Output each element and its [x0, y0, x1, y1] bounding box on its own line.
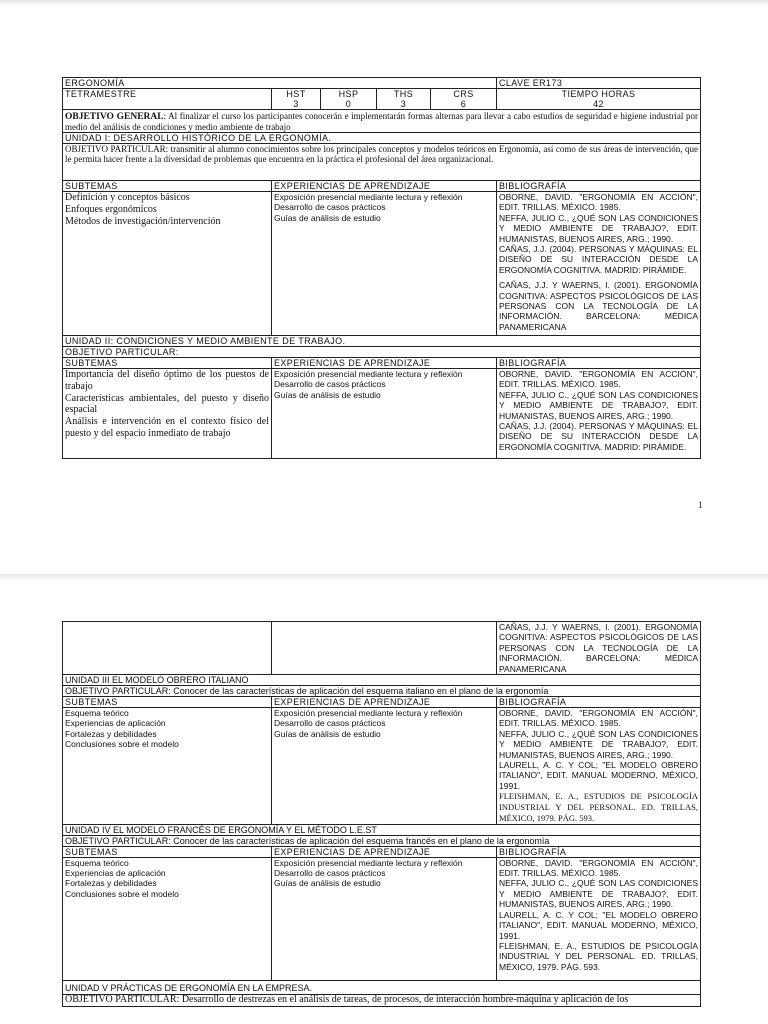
unit-4-subtemas: Esquema teórico Experiencias de aplicación Fortalezas y debilidades Conclusiones sobre el modelo: [63, 857, 272, 980]
page-number: 1: [698, 500, 703, 510]
col-header-bibliografia: BIBLIOGRAFÍA: [497, 697, 701, 708]
unit-1-experiencias: Exposición presencial mediante lectura y reflexión Desarrollo de casos prácticos Guías de análisis de estudio: [272, 192, 497, 336]
unit-2-bibliografia: OBORNE, DAVID. "ERGONOMÍA EN ACCIÓN", EDIT. TRILLAS. MÉXICO. 1985. NEFFA, JULIO C., ¿QUÉ SON LAS CONDICIONES Y MEDIO AMBIENTE DE TRABAJO?, EDIT. HUMANISTAS, BUENOS AIRES, ARG.; 1990. CAÑAS, J.J. (2004). PERSONAS Y MÁQUINAS: EL DISEÑO DE SU INTERACCIÓN DESDE LA ERGONOMÍA COGNITIVA. MADRID: PIRÁMIDE.: [497, 369, 701, 459]
unit-1-subtemas: Definición y conceptos básicos Enfoques ergonómicos Métodos de investigación/intervención: [63, 192, 272, 336]
unit-5-objective: OBJETIVO PARTICULAR: Desarrollo de destrezas en el análisis de tareas, de procesos, de interacción hombre-máquina y aplicación de los: [63, 994, 701, 1006]
unit-1-objective: OBJETIVO PARTICULAR: transmitir al alumno conocimientos sobre los principales conceptos y modelos teóricos en Ergonomía, así como de sus áreas de intervención, que le permita hacer frente a la diversidad de problemas que encuentra en la práctica el profesional del área organizacional.: [63, 144, 701, 181]
col-header-subtemas: SUBTEMAS: [63, 358, 272, 369]
col-header-bibliografia: BIBLIOGRAFÍA: [497, 181, 701, 192]
col-header-subtemas: SUBTEMAS: [63, 846, 272, 857]
hsp-cell: HSP 0: [321, 89, 377, 110]
unit-1-bibliografia: OBORNE, DAVID. "ERGONOMÍA EN ACCIÓN", EDIT. TRILLAS. MÉXICO. 1985. NEFFA, JULIO C., ¿QUÉ SON LAS CONDICIONES Y MEDIO AMBIENTE DE TRABAJO?, EDIT. HUMANISTAS, BUENOS AIRES, ARG.; 1990. CAÑAS, J.J. (2004). PERSONAS Y MÁQUINAS: EL DISEÑO DE SU INTERACCIÓN DESDE LA ERGONOMÍA COGNITIVA. MADRID: PIRÁMIDE. CAÑAS, J.J. Y WAERNS, I. (2001). ERGONOMÍA COGNITIVA: ASPECTOS PSICOLÓGICOS DE LAS PERSONAS CON LA TECNOLOGÍA DE LA INFORMACIÓN. BARCELONA: MÉDICA PANAMERICANA: [497, 192, 701, 336]
syllabus-table-page-2: [62, 621, 701, 1007]
unit-3-bibliografia: OBORNE, DAVID. "ERGONOMÍA EN ACCIÓN", EDIT. TRILLAS. MÉXICO. 1985. NEFFA, JULIO C., ¿QUÉ SON LAS CONDICIONES Y MEDIO AMBIENTE DE TRABAJO?, EDIT. HUMANISTAS, BUENOS AIRES, ARG.; 1990. LAURELL, A. C. Y COL; "EL MODELO OBRERO ITALIANO", EDIT. MANUAL MODERNO, MÉXICO, 1991. FLEISHMAN, E. A., ESTUDIOS DE PSICOLOGÍA INDUSTRIAL Y DEL PERSONAL. ED. TRILLAS, MÉXICO, 1979. PÁG. 593.: [497, 708, 701, 825]
col-header-experiencias: EXPERIENCIAS DE APRENDIZAJE: [272, 358, 497, 369]
unit-2-title: UNIDAD II: CONDICIONES Y MEDIO AMBIENTE DE TRABAJO.: [63, 336, 701, 347]
course-name: ERGONOMÍA: [63, 78, 497, 89]
crs-cell: CRS 6: [431, 89, 497, 110]
col-header-subtemas: SUBTEMAS: [63, 697, 272, 708]
unit-4-title: UNIDAD IV EL MODELO FRANCÉS DE ERGONOMÍA Y EL MÉTODO L.E.ST: [63, 824, 701, 835]
unit-4-objective: OBJETIVO PARTICULAR: Conocer de las características de aplicación del esquema francés en el plano de la ergonomía: [63, 835, 701, 846]
carryover-experiencias: [272, 622, 497, 675]
carryover-subtemas: [63, 622, 272, 675]
col-header-experiencias: EXPERIENCIAS DE APRENDIZAJE: [272, 697, 497, 708]
course-key: CLAVE ER173: [497, 78, 701, 89]
unit-3-experiencias: Exposición presencial mediante lectura y reflexión Desarrollo de casos prácticos Guías de análisis de estudio: [272, 708, 497, 825]
ths-cell: THS 3: [377, 89, 431, 110]
unit-3-objective: OBJETIVO PARTICULAR: Conocer de las características de aplicación del esquema italiano en el plano de la ergonomía: [63, 686, 701, 697]
col-header-experiencias: EXPERIENCIAS DE APRENDIZAJE: [272, 846, 497, 857]
unit-3-subtemas: Esquema teórico Experiencias de aplicación Fortalezas y debilidades Conclusiones sobre el modelo: [63, 708, 272, 825]
page-top-edge: [0, 0, 768, 6]
unit-4-bibliografia: OBORNE, DAVID. "ERGONOMÍA EN ACCIÓN", EDIT. TRILLAS. MÉXICO. 1985. NEFFA, JULIO C., ¿QUÉ SON LAS CONDICIONES Y MEDIO AMBIENTE DE TRABAJO?, EDIT. HUMANISTAS, BUENOS AIRES, ARG.; 1990. LAURELL, A. C. Y COL; "EL MODELO OBRERO ITALIANO", EDIT. MANUAL MODERNO, MÉXICO, 1991. FLEISHMAN, E. A., ESTUDIOS DE PSICOLOGÍA INDUSTRIAL Y DEL PERSONAL. ED. TRILLAS, MÉXICO, 1979. PÁG. 593.: [497, 857, 701, 980]
tiempo-horas-cell: TIEMPO HORAS 42: [497, 89, 701, 110]
col-header-subtemas: SUBTEMAS: [63, 181, 272, 192]
syllabus-table-page-1: [62, 77, 701, 459]
unit-2-objective: OBJETIVO PARTICULAR:: [63, 347, 701, 358]
unit-4-experiencias: Exposición presencial mediante lectura y reflexión Desarrollo de casos prácticos Guías de análisis de estudio: [272, 857, 497, 980]
unit-3-title: UNIDAD III EL MODELO OBRERO ITALIANO: [63, 675, 701, 686]
col-header-experiencias: EXPERIENCIAS DE APRENDIZAJE: [272, 181, 497, 192]
unit-1-title: UNIDAD I: DESARROLLO HISTÓRICO DE LA ERGONOMÍA.: [63, 133, 701, 144]
col-header-bibliografia: BIBLIOGRAFÍA: [497, 846, 701, 857]
unit-5-title: UNIDAD V PRÁCTICAS DE ERGONOMÍA EN LA EMPRESA.: [63, 980, 701, 994]
unit-2-subtemas: Importancia del diseño óptimo de los puestos de trabajo Características ambientales, del puesto y diseño espacial Análisis e intervención en el contexto físico del puesto y del espacio inmediato de trabajo: [63, 369, 272, 459]
objetivo-general: OBJETIVO GENERAL: Al finalizar el curso los participantes conocerán e implementarán formas alternas para llevar a cabo estudios de seguridad e higiene industrial por medio del análisis de condiciones y medio ambiente de trabajo: [63, 110, 701, 133]
col-header-bibliografia: BIBLIOGRAFÍA: [497, 358, 701, 369]
tetramestre-label: TETRAMESTRE: [63, 89, 272, 110]
hst-cell: HST 3: [272, 89, 321, 110]
unit-2-experiencias: Exposición presencial mediante lectura y reflexión Desarrollo de casos prácticos Guías de análisis de estudio: [272, 369, 497, 459]
page-break-edge: [0, 574, 768, 580]
carryover-bibliografia: CAÑAS, J.J. Y WAERNS, I. (2001). ERGONOMÍA COGNITIVA: ASPECTOS PSICOLÓGICOS DE LAS PERSONAS CON LA TECNOLOGÍA DE LA INFORMACIÓN. BARCELONA: MÉDICA PANAMERICANA: [497, 622, 701, 675]
